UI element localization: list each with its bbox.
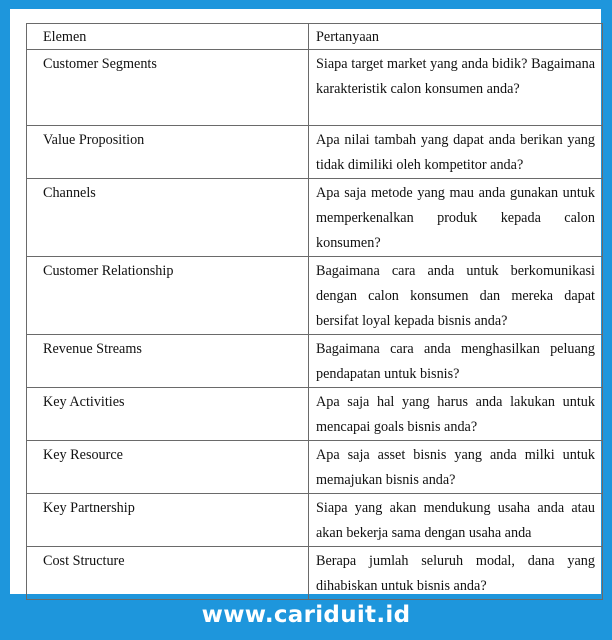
- question-cell: Bagaimana cara anda untuk berkomunikasi dengan calon konsumen dan mereka dapat bersifat loyal kepada bisnis anda?: [309, 257, 603, 335]
- table-row: [27, 50, 603, 126]
- question-cell: Apa saja metode yang mau anda gunakan untuk memperkenalkan produk kepada calon konsumen?: [309, 179, 603, 257]
- question-cell: Apa saja hal yang harus anda lakukan untuk mencapai goals bisnis anda?: [309, 388, 603, 441]
- question-cell: Siapa target market yang anda bidik? Bagaimana karakteristik calon konsumen anda?: [309, 50, 603, 126]
- element-cell: Revenue Streams: [27, 335, 309, 388]
- table-row: [27, 388, 603, 441]
- table-row: [27, 179, 603, 257]
- question-cell: Siapa yang akan mendukung usaha anda atau akan bekerja sama dengan usaha anda: [309, 494, 603, 547]
- element-cell: Customer Relationship: [27, 257, 309, 335]
- question-cell: Apa nilai tambah yang dapat anda berikan yang tidak dimiliki oleh kompetitor anda?: [309, 126, 603, 179]
- table-header-row: [27, 24, 603, 50]
- element-cell: Key Partnership: [27, 494, 309, 547]
- question-cell: Bagaimana cara anda menghasilkan peluang pendapatan untuk bisnis?: [309, 335, 603, 388]
- site-watermark: www.cariduit.id: [201, 602, 411, 628]
- question-cell: Apa saja asset bisnis yang anda milki untuk memajukan bisnis anda?: [309, 441, 603, 494]
- element-cell: Key Resource: [27, 441, 309, 494]
- table-row: [27, 441, 603, 494]
- table-row: [27, 494, 603, 547]
- business-model-canvas-table: [26, 23, 603, 600]
- header-cell-elemen: Elemen: [27, 24, 309, 50]
- element-cell: Key Activities: [27, 388, 309, 441]
- element-cell: Channels: [27, 179, 309, 257]
- table-row: [27, 547, 603, 600]
- table-row: [27, 126, 603, 179]
- element-cell: Value Proposition: [27, 126, 309, 179]
- question-cell: Berapa jumlah seluruh modal, dana yang dihabiskan untuk bisnis anda?: [309, 547, 603, 600]
- document-panel: [10, 9, 601, 594]
- header-cell-pertanyaan: Pertanyaan: [309, 24, 603, 50]
- table-row: [27, 257, 603, 335]
- table-row: [27, 335, 603, 388]
- element-cell: Cost Structure: [27, 547, 309, 600]
- element-cell: Customer Segments: [27, 50, 309, 126]
